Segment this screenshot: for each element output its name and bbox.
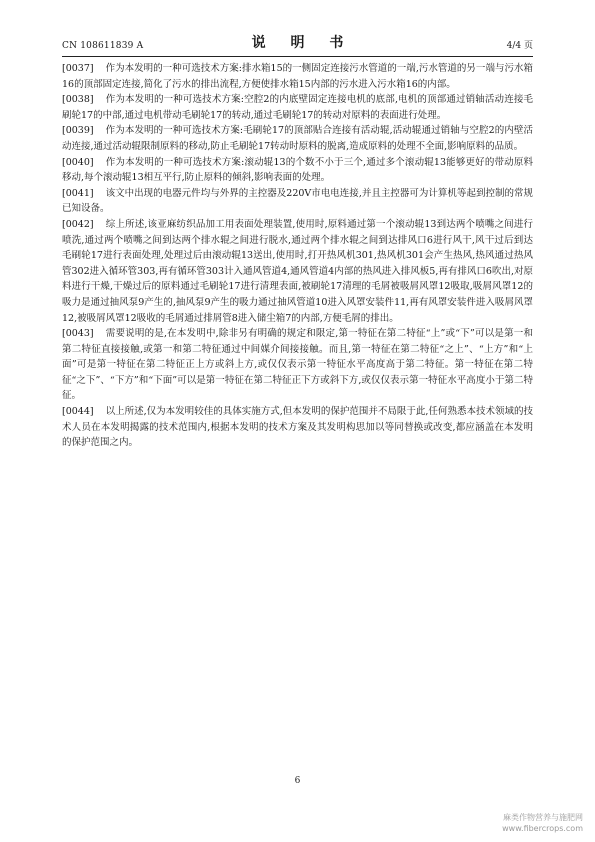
watermark-url: www.fibercrops.com (502, 824, 583, 833)
publication-number: CN 108611839 A (62, 41, 144, 51)
paragraph-0042 (62, 217, 533, 326)
description-body (62, 61, 533, 451)
paragraph-text: 以上所述,仅为本发明较佳的具体实施方式,但本发明的保护范围并不局限于此,任何熟悉本技术领域的技术人员在本发明揭露的技术范围内,根据本发明的技术方案及其发明构思加以等同替换或改变,都应涵盖在本发明的保护范围之内。 (62, 406, 533, 449)
paragraph-text: 作为本发明的一种可选技术方案:排水箱15的一侧固定连接污水管道的一端,污水管道的另一端与污水箱16的顶部固定连接,简化了污水的排出流程,方便使排水箱15内部的污水进入污水箱16的内部。 (62, 63, 533, 90)
paragraph-number: [0037] (62, 63, 94, 74)
paragraph-number: [0038] (62, 94, 94, 106)
paragraph-text: 作为本发明的一种可选技术方案:毛刷轮17的顶部贴合连接有活动辊,活动辊通过销轴与空腔2的内壁活动连接,通过活动辊限制原料的移动,防止毛刷轮17转动时原料的脱离,造成原料的处理不全面,影响原料的品质。 (62, 125, 533, 152)
paragraph-text: 该文中出现的电器元件均与外界的主控器及220V市电电连接,并且主控器可为计算机等起到控制的常规已知设备。 (62, 187, 533, 215)
paragraph-number: [0041] (62, 187, 94, 199)
watermark-name: 麻类作物营养与施肥网 (503, 813, 583, 822)
paragraph-0038 (62, 92, 533, 123)
document-title: 说 明 书 (251, 35, 354, 51)
paragraph-number: [0043] (62, 328, 94, 340)
paragraph-0043 (62, 326, 533, 404)
paragraph-text: 作为本发明的一种可选技术方案:滚动辊13的个数不小于三个,通过多个滚动辊13能够更好的带动原料移动,每个滚动辊13相互平行,防止原料的倾斜,影响表面的处理。 (62, 156, 533, 184)
paragraph-0040 (62, 155, 533, 186)
paragraph-0039 (62, 123, 533, 154)
page-fraction: 4/4 页 (506, 41, 533, 51)
paragraph-number: [0042] (62, 218, 94, 230)
paragraph-text: 作为本发明的一种可选技术方案:空腔2的内底壁固定连接电机的底部,电机的顶部通过销轴活动连接毛刷轮17的中部,通过电机带动毛刷轮17的转动,通过毛刷轮17的转动对原料的表面进行处理。 (62, 94, 533, 121)
paragraph-0037 (62, 61, 533, 92)
paragraph-number: [0040] (62, 156, 94, 168)
header-rule (62, 56, 533, 57)
paragraph-0044 (62, 404, 533, 451)
site-watermark (502, 812, 583, 834)
paragraph-number: [0044] (62, 406, 94, 418)
paragraph-number: [0039] (62, 125, 94, 137)
page-number: 6 (294, 776, 301, 786)
paragraph-text: 需要说明的是,在本发明中,除非另有明确的规定和限定,第一特征在第二特征“上”或“下”可以是第一和第二特征直接接触,或第一和第二特征通过中间媒介间接接触。而且,第一特征在第二特征“之上”、“上方”和“上面”可是第一特征在第二特征正上方或斜上方,或仅仅表示第一特征水平高度高于第二特征。第一特征在第二特征“之下”、“下方”和“下面”可以是第一特征在第二特征正下方或斜下方,或仅仅表示第一特征水平高度小于第二特征。 (62, 328, 533, 402)
paragraph-text: 综上所述,该亚麻纺织品加工用表面处理装置,使用时,原料通过第一个滚动辊13到达两个喷嘴之间进行喷洗,通过两个喷嘴之间到达两个排水辊之间进行脱水,通过两个排水辊之间到达排风口6进行风干,风干过后到达毛刷轮17进行表面处理,处理过后由滚动辊13送出,使用时,打开热风机301,热风机301会产生热风,热风通过热风管302进入循环管303,再有循环管303计入通风管道4,通风管道4内部的热风进入排风板5,再有排风口6吹出,对原料进行干燥,干燥过后的原料通过毛刷轮17进行清理表面,被刷轮17清理的毛屑被吸屑风罩12吸取,吸屑风罩12的吸力是通过抽风泵9产生的,抽风泵9产生的吸力通过抽风管道10进入风罩安装件11,再有风罩安装件进入吸屑风罩12,被吸屑风罩12吸收的毛屑通过排屑管8进入储尘箱7的内部,方便毛屑的排出。 (62, 218, 533, 324)
page-header (62, 34, 533, 54)
paragraph-0041 (62, 186, 533, 217)
